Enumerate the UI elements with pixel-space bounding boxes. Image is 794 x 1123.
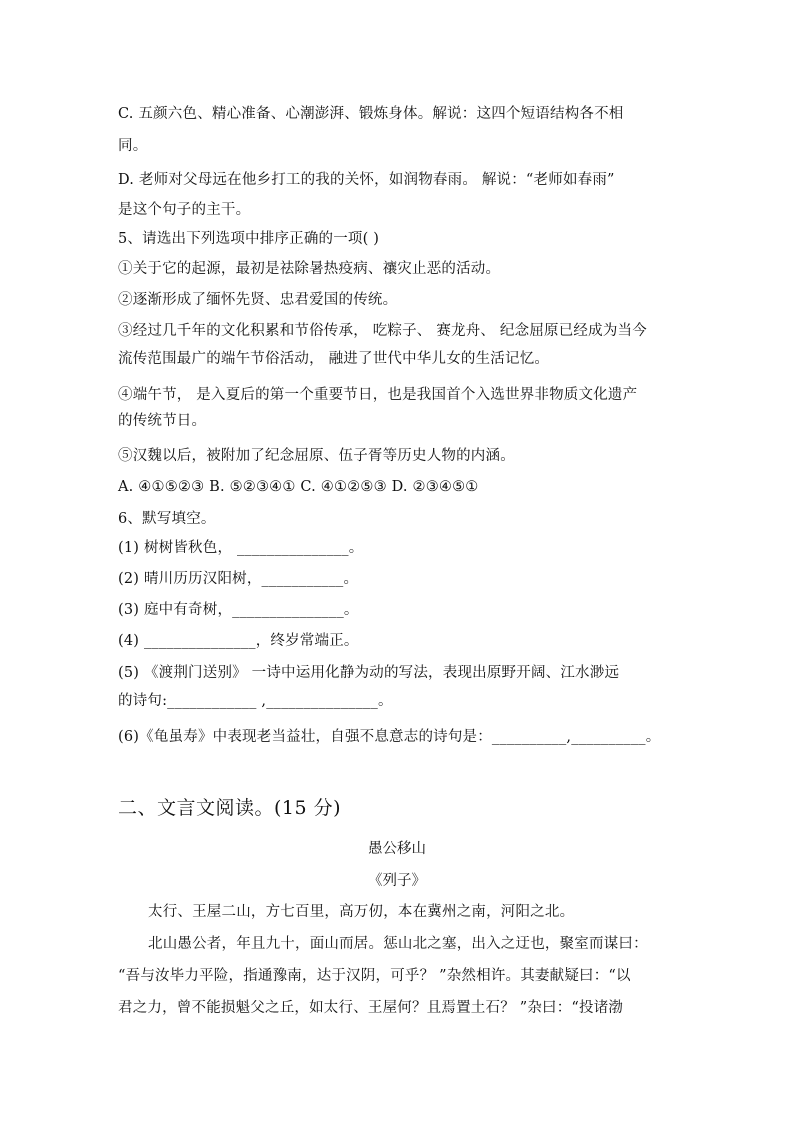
question-5-item-2: ②逐渐形成了缅怀先贤、忠君爱国的传统。 [118,292,398,308]
question-6-blank-5-line1: (5) 《渡荆门送别》 一诗中运用化静为动的写法，表现出原野开阔、江水渺远 [118,665,620,681]
passage-title: 愚公移山 [368,841,426,857]
question-6-blank-3: (3) 庭中有奇树，_______________。 [118,602,359,618]
question-5-item-5: ⑤汉魏以后，被附加了纪念屈原、伍子胥等历史人物的内涵。 [118,448,515,464]
question-5-choices: A. ④①⑤②③ B. ⑤②③④① C. ④①②⑤③ D. ②③④⑤① [118,479,479,495]
passage-paragraph-1: 太行、王屋二山，方七百里，高万仞，本在冀州之南，河阳之北。 [148,904,575,920]
passage-source: 《列子》 [368,873,426,889]
passage-paragraph-2-line3: 君之力，曾不能损魁父之丘，如太行、王屋何？且焉置土石？ ”杂曰：“投诸渤 [118,1000,624,1016]
option-d-line2: 是这个句子的主干。 [118,202,251,218]
question-6-blank-5-line2: 的诗句:____________ ,_______________。 [118,693,393,709]
question-6-blank-4: (4) _______________，终岁常端正。 [118,633,359,649]
question-5-stem: 5、请选出下列选项中排序正确的一项( ) [118,231,380,247]
passage-paragraph-2-line1: 北山愚公者，年且九十，面山而居。惩山北之塞，出入之迂也，聚室而谋曰： [148,936,648,952]
section-2-heading: 二、文言文阅读。(15 分) [118,797,342,819]
question-6-blank-1: (1) 树树皆秋色， _______________。 [118,540,364,556]
question-5-item-4-line1: ④端午节， 是入夏后的第一个重要节日，也是我国首个入选世界非物质文化遗产 [118,387,638,403]
question-6-blank-6: (6)《龟虽寿》中表现老当益壮，自强不息意志的诗句是：__________,__________。 [118,729,661,745]
question-5-item-1: ①关于它的起源，最初是祛除暑热疫病、禳灾止恶的活动。 [118,261,501,277]
question-6-stem: 6、默写填空。 [118,511,216,527]
passage-paragraph-2-line2: “吾与汝毕力平险，指通豫南，达于汉阴，可乎？ ”杂然相许。其妻献疑曰：“以 [118,968,631,984]
option-c-line2: 同。 [118,138,148,154]
question-6-blank-2: (2) 晴川历历汉阳树，___________。 [118,571,359,587]
question-5-item-3-line1: ③经过几千年的文化积累和节俗传承， 吃粽子、 赛龙舟、 纪念屈原已经成为当今 [118,323,647,339]
option-c-line1: C. 五颜六色、精心准备、心潮澎湃、锻炼身体。解说：这四个短语结构各不相 [118,106,624,122]
option-d-line1: D. 老师对父母远在他乡打工的我的关怀，如润物春雨。 解说：“老师如春雨” [118,172,615,188]
question-5-item-4-line2: 的传统节日。 [118,413,207,429]
question-5-item-3-line2: 流传范围最广的端午节俗活动， 融进了世代中华儿女的生活记忆。 [118,351,550,367]
